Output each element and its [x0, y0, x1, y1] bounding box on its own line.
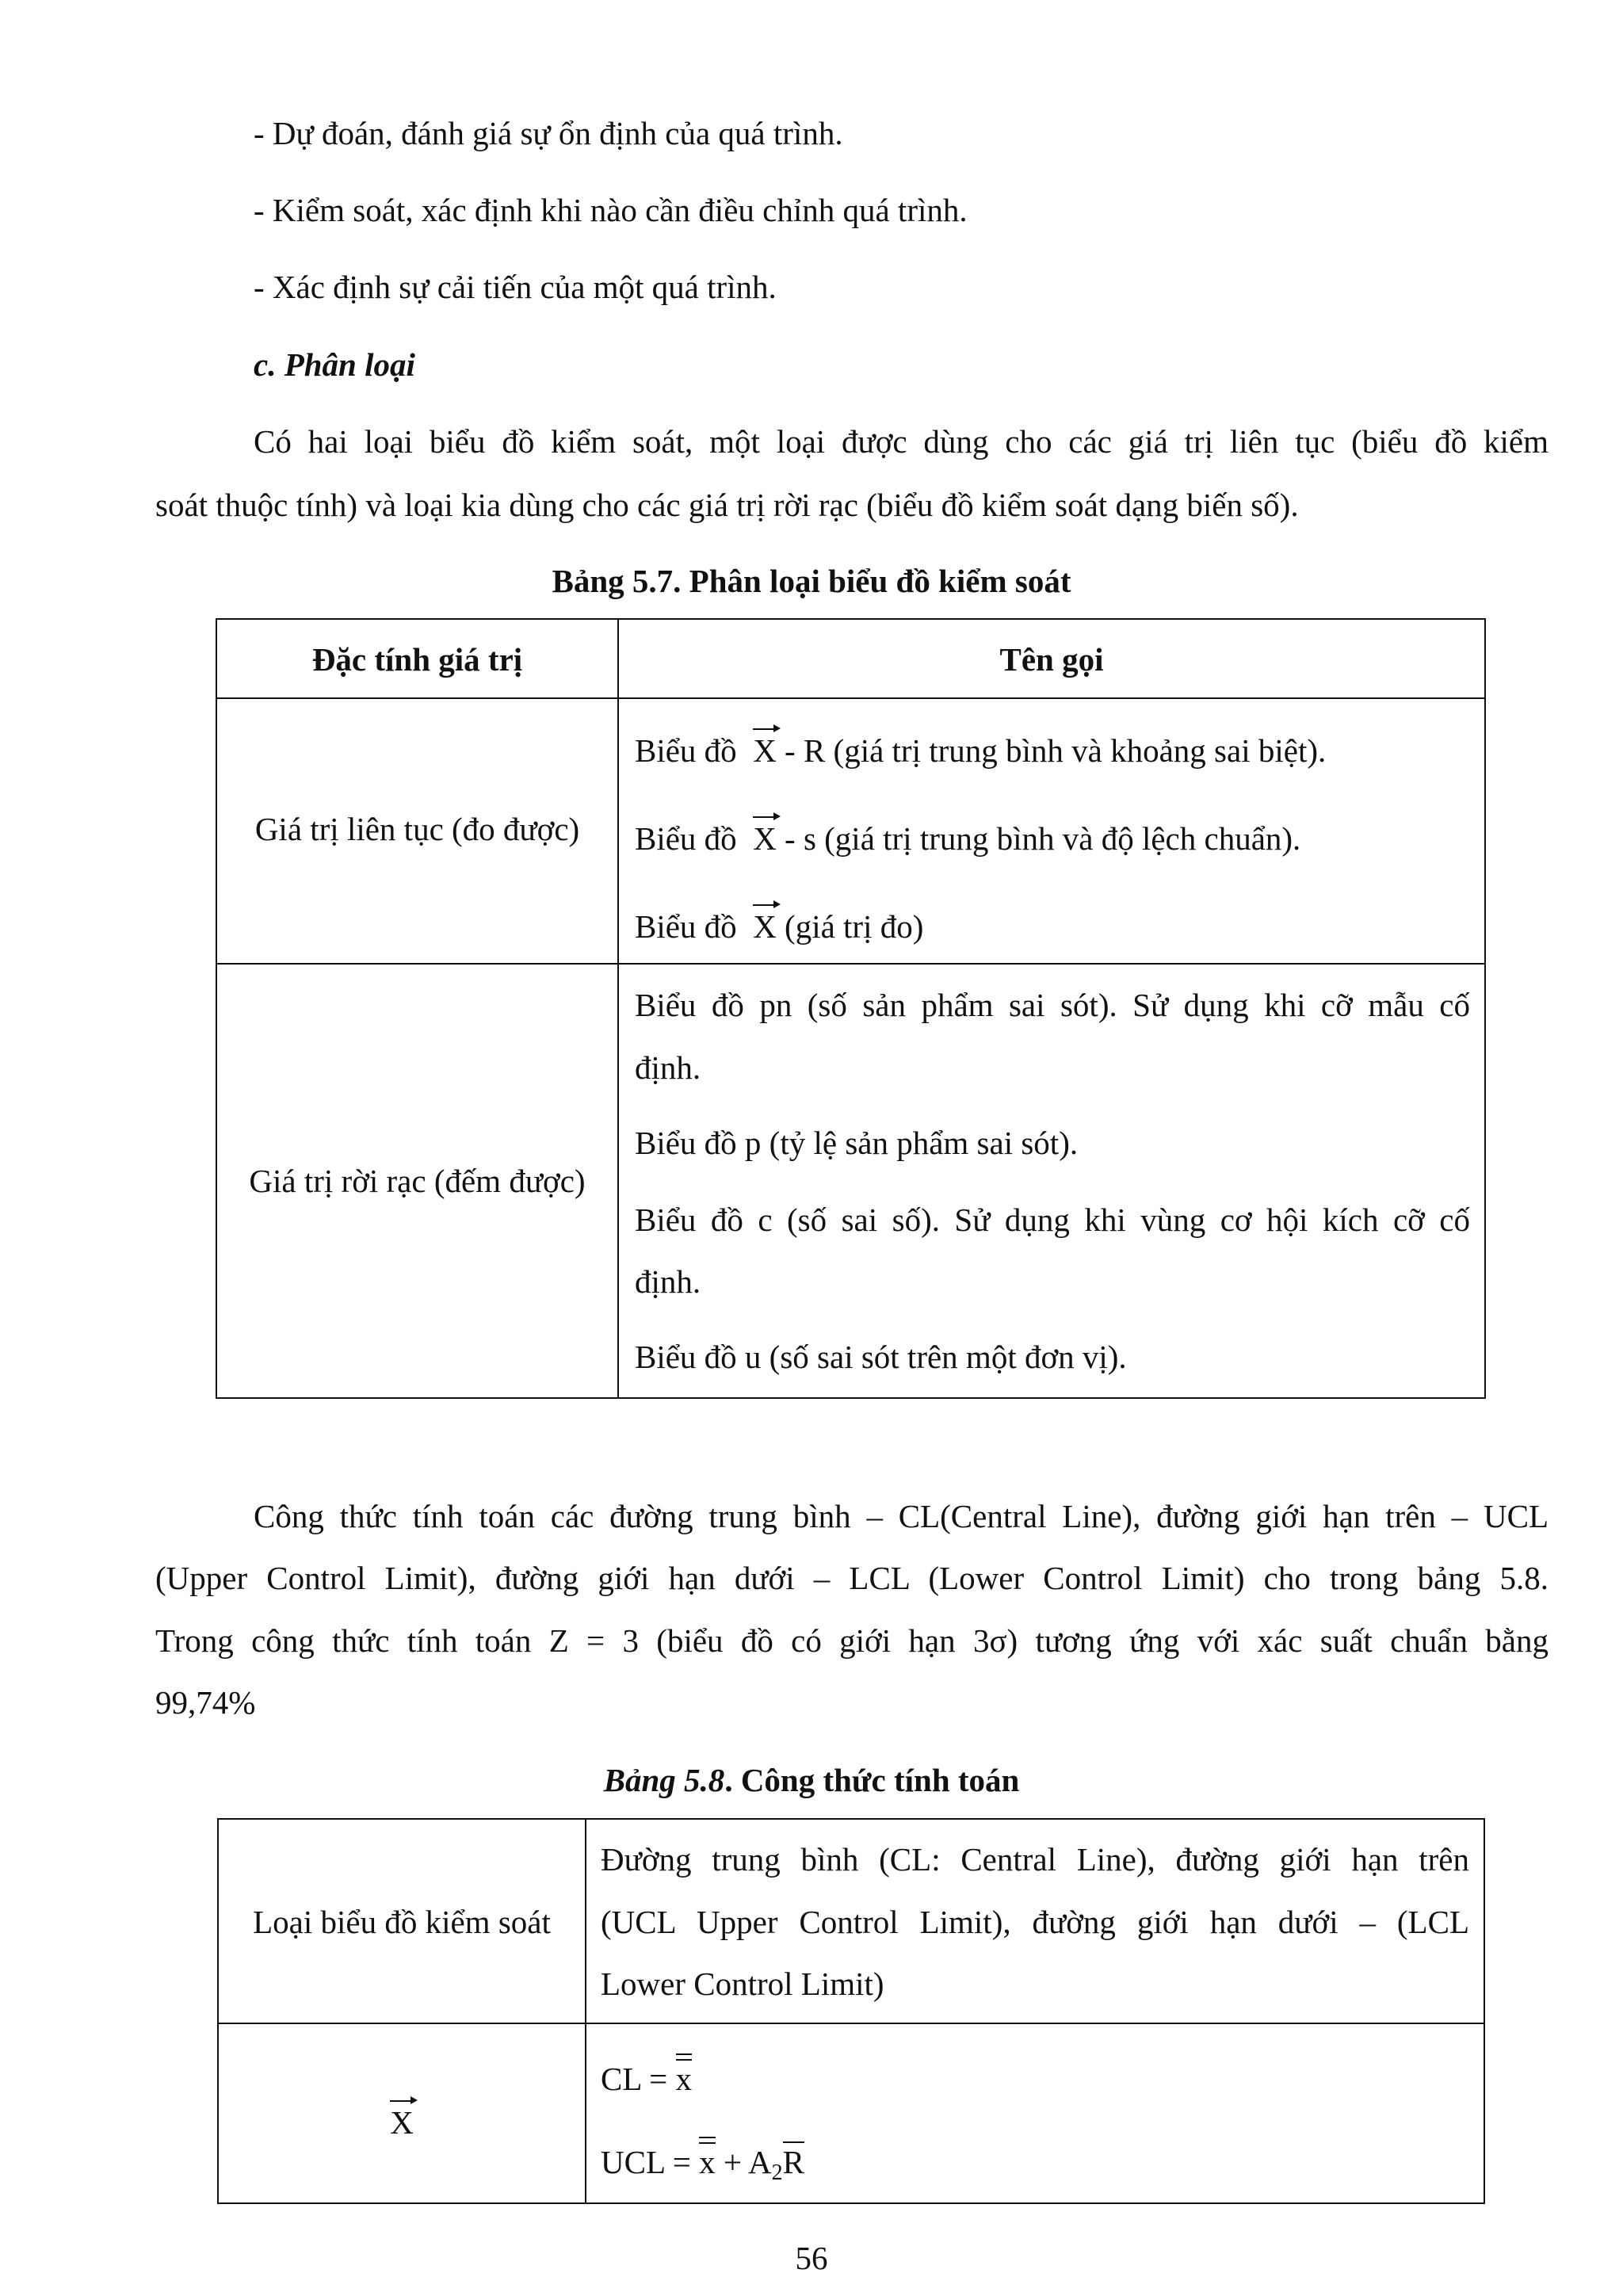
table2-column-divider [585, 1820, 586, 2202]
table1-header-divider [217, 697, 1484, 699]
intro-line-2: soát thuộc tính) và loại kia dùng cho các giá trị rời rạc (biểu đồ kiểm soát dạng biến số). [155, 487, 1299, 523]
x-double-bar: x [699, 2144, 716, 2180]
table2-header-lines-line-2: (UCL Upper Control Limit), đường giới hạn dưới – (LCL [601, 1904, 1469, 1940]
page-number: 56 [795, 2240, 828, 2276]
table1-row1-item-3: Biểu đồ X (giá trị đo) [635, 908, 924, 945]
table1-row2-category: Giá trị rời rạc (đếm được) [249, 1163, 586, 1199]
formula-paragraph-line-4: 99,74% [155, 1684, 256, 1721]
table1-row1-item-2: Biểu đồ X - s (giá trị trung bình và độ lệch chuẩn). [635, 820, 1301, 857]
table2-row1-chart-type [219, 2104, 585, 2141]
table1-row2-item-2: Biểu đồ p (tỷ lệ sản phẩm sai sót). [635, 1125, 1079, 1161]
intro-line-1: Có hai loại biểu đồ kiểm soát, một loại được dùng cho các giá trị liên tục (biểu đồ kiểm [254, 423, 1549, 460]
r-bar: R [782, 2144, 804, 2180]
table2-header-lines-line-3: Lower Control Limit) [601, 1966, 884, 2002]
x-vector-symbol: X [753, 908, 777, 945]
table1-row2-item-1-line-2: định. [635, 1049, 701, 1086]
ucl-formula: UCL = $x + A_2R$ [601, 2144, 804, 2185]
bullet-2: - Kiểm soát, xác định khi nào cần điều chỉnh quá trình. [254, 192, 968, 228]
table2-header-divider [219, 2023, 1484, 2024]
x-vector-symbol: X [390, 2104, 414, 2141]
table1-caption: Bảng 5.7. Phân loại biểu đồ kiểm soát [552, 563, 1071, 599]
table1-row2-item-4: Biểu đồ u (số sai sót trên một đơn vị). [635, 1339, 1127, 1375]
bullet-1: - Dự đoán, đánh giá sự ổn định của quá trình. [254, 115, 843, 151]
table1-row-divider [217, 963, 1484, 965]
table2-header-lines-line-1: Đường trung bình (CL: Central Line), đường giới hạn trên [601, 1841, 1469, 1878]
formula-paragraph-line-1: Công thức tính toán các đường trung bình – CL(Central Line), đường giới hạn trên – UCL [254, 1498, 1549, 1534]
table-5-7 [216, 618, 1486, 1399]
bullet-3: - Xác định sự cải tiến của một quá trình. [254, 269, 777, 305]
table1-row2-item-3-line-1: Biểu đồ c (số sai số). Sử dụng khi vùng cơ hội kích cỡ cố [635, 1201, 1470, 1238]
x-vector-symbol: X [753, 732, 777, 769]
table1-row1-category: Giá trị liên tục (đo được) [254, 811, 580, 847]
table2-header-chart-type: Loại biểu đồ kiểm soát [253, 1904, 551, 1940]
table1-header-characteristic: Đặc tính giá trị [311, 641, 523, 678]
formula-paragraph-line-3: Trong công thức tính toán Z = 3 (biểu đồ có giới hạn 3σ) tương ứng với xác suất chuẩn bằng [155, 1622, 1549, 1659]
cl-formula: CL = x [601, 2061, 692, 2097]
table1-header-name: Tên gọi [999, 641, 1104, 678]
formula-paragraph-line-2: (Upper Control Limit), đường giới hạn dưới – LCL (Lower Control Limit) cho trong bảng 5.8. [155, 1560, 1549, 1596]
table1-row2-item-1-line-1: Biểu đồ pn (số sản phẩm sai sót). Sử dụng khi cỡ mẫu cố [635, 987, 1470, 1023]
section-heading: c. Phân loại [254, 346, 415, 383]
table1-row2-item-3-line-2: định. [635, 1263, 701, 1300]
x-vector-symbol: X [753, 820, 777, 857]
table1-column-divider [617, 620, 619, 1397]
table2-caption: Bảng 5.8. Công thức tính toán [603, 1762, 1020, 1798]
table1-row1-item-1: Biểu đồ X - R (giá trị trung bình và khoảng sai biệt). [635, 732, 1327, 769]
x-double-bar: x [675, 2061, 692, 2097]
table-5-8 [217, 1818, 1485, 2204]
